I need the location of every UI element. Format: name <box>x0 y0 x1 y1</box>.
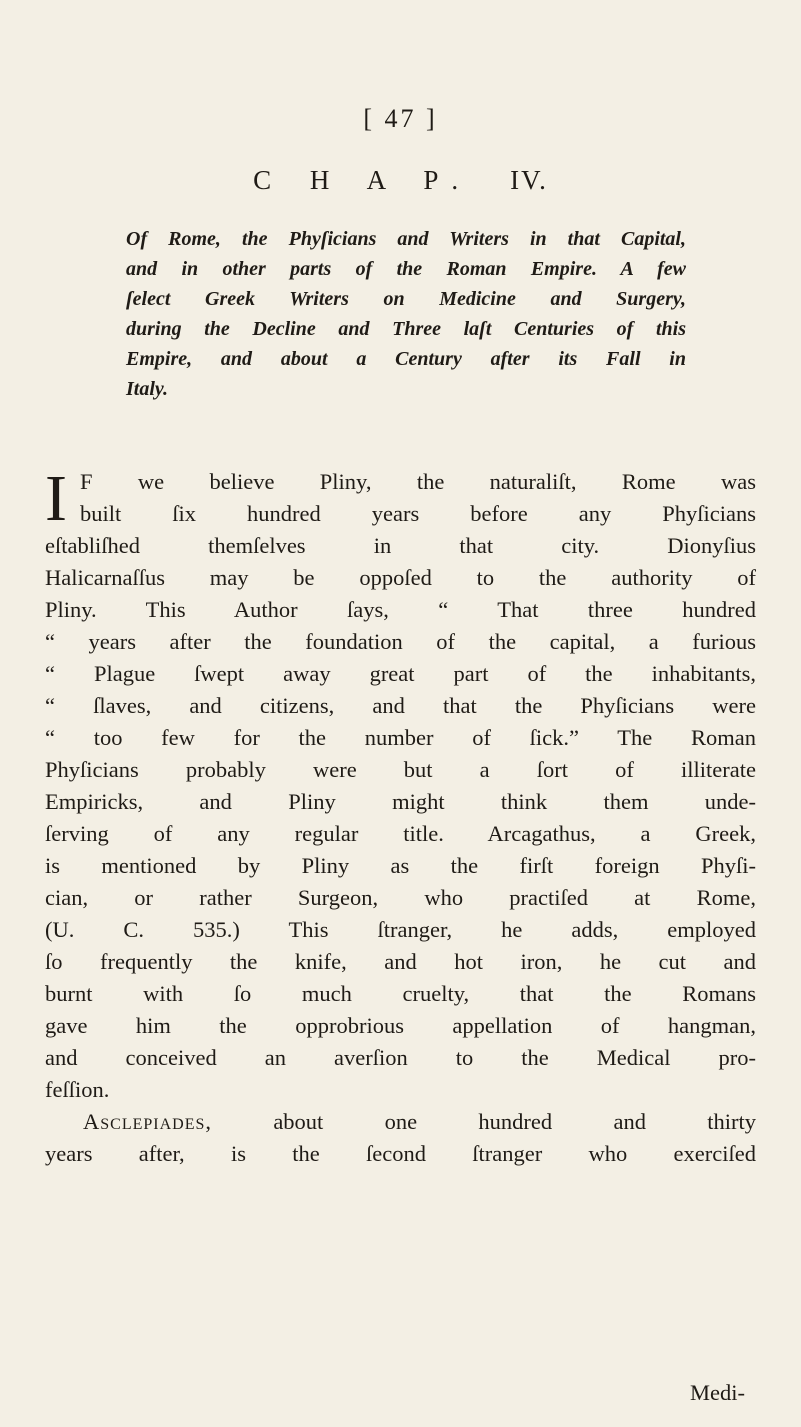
asclepiades-name: Asclepiades, <box>83 1109 212 1134</box>
text-line <box>45 1106 756 1138</box>
text-line: is mentioned by Pliny as the firſt foreign Phyſi- <box>45 853 756 878</box>
summary-line: during the Decline and Three laſt Centuries of this <box>126 318 686 340</box>
text-line: feſſion. <box>45 1077 110 1102</box>
text-line: F we believe Pliny, the naturaliſt, Rome was <box>80 469 756 494</box>
text-line: “ ſlaves, and citizens, and that the Phyſicians were <box>45 693 756 718</box>
text-line: “ too few for the number of ſick.” The Roman <box>45 725 756 750</box>
chapter-heading <box>0 165 801 196</box>
text-line: Empiricks, and Pliny might think them unde- <box>45 789 756 814</box>
chapter-summary <box>126 224 686 404</box>
text-line: and conceived an averſion to the Medical pro- <box>45 1045 756 1070</box>
text-line: built ſix hundred years before any Phyſicians <box>80 501 756 526</box>
text-line: ſerving of any regular title. Arcagathus, a Greek, <box>45 821 756 846</box>
text-fragment: about one hundred and thirty <box>212 1109 756 1134</box>
summary-line: ſelect Greek Writers on Medicine and Surgery, <box>126 288 686 310</box>
text-line: Pliny. This Author ſays, “ That three hundred <box>45 597 756 622</box>
text-line: cian, or rather Surgeon, who practiſed at Rome, <box>45 885 756 910</box>
summary-line: Of Rome, the Phyſicians and Writers in that Capital, <box>126 228 686 250</box>
page-number: [ 47 ] <box>363 104 438 133</box>
text-line: Phyſicians probably were but a ſort of illiterate <box>45 757 756 782</box>
summary-line: and in other parts of the Roman Empire. A few <box>126 258 686 280</box>
text-line: years after, is the ſecond ſtranger who exerciſed <box>45 1141 756 1166</box>
summary-line: Italy. <box>126 378 169 400</box>
text-line: eſtabliſhed themſelves in that city. Dionyſius <box>45 533 756 558</box>
text-line: gave him the opprobrious appellation of hangman, <box>45 1013 756 1038</box>
text-line: (U. C. 535.) This ſtranger, he adds, employed <box>45 917 756 942</box>
text-line: ſo frequently the knife, and hot iron, he cut and <box>45 949 756 974</box>
body-text <box>45 462 756 1170</box>
catchword: Medi- <box>690 1380 745 1405</box>
text-line: Halicarnaſſus may be oppoſed to the authority of <box>45 565 756 590</box>
text-line: burnt with ſo much cruelty, that the Romans <box>45 981 756 1006</box>
summary-line: Empire, and about a Century after its Fall in <box>126 348 686 370</box>
drop-cap: I <box>45 462 67 535</box>
text-line: “ years after the foundation of the capital, a furious <box>45 629 756 654</box>
chapter-number: IV. <box>510 165 548 195</box>
text-line: “ Plague ſwept away great part of the inhabitants, <box>45 661 756 686</box>
chapter-label: C H A P. <box>253 165 475 195</box>
